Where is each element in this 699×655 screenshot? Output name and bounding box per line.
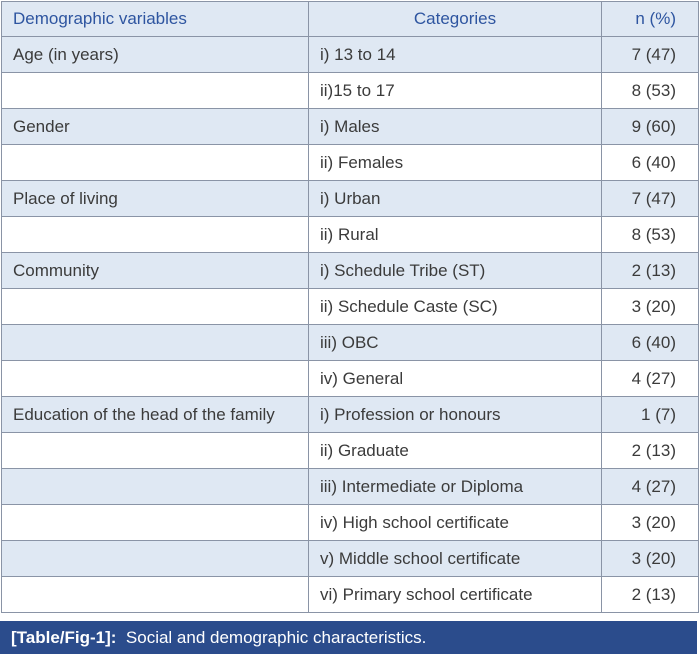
cell-variable <box>2 73 309 109</box>
table-row <box>2 289 699 325</box>
cell-variable <box>2 541 309 577</box>
cell-variable: Age (in years) <box>2 37 309 73</box>
cell-variable <box>2 433 309 469</box>
table-row <box>2 217 699 253</box>
cell-n-percent: 8 (53) <box>602 217 699 253</box>
cell-n-percent: 2 (13) <box>602 577 699 613</box>
caption-label: [Table/Fig-1]: <box>11 628 117 647</box>
table-row <box>2 253 699 289</box>
cell-n-percent: 9 (60) <box>602 109 699 145</box>
cell-variable <box>2 325 309 361</box>
cell-category: i) Profession or honours <box>309 397 602 433</box>
cell-n-percent: 2 (13) <box>602 433 699 469</box>
header-demographic-variables: Demographic variables <box>2 2 309 37</box>
cell-category: ii) Schedule Caste (SC) <box>309 289 602 325</box>
cell-variable <box>2 361 309 397</box>
table-caption <box>0 621 697 654</box>
cell-category: i) Urban <box>309 181 602 217</box>
cell-variable: Gender <box>2 109 309 145</box>
cell-category: vi) Primary school certificate <box>309 577 602 613</box>
header-categories: Categories <box>309 2 602 37</box>
cell-n-percent: 7 (47) <box>602 37 699 73</box>
cell-category: iv) General <box>309 361 602 397</box>
cell-category: i) Males <box>309 109 602 145</box>
table-row <box>2 325 699 361</box>
cell-variable <box>2 577 309 613</box>
cell-n-percent: 6 (40) <box>602 145 699 181</box>
table-row <box>2 109 699 145</box>
cell-n-percent: 8 (53) <box>602 73 699 109</box>
table-row <box>2 469 699 505</box>
table-row <box>2 37 699 73</box>
cell-n-percent: 4 (27) <box>602 469 699 505</box>
table-container <box>1 1 698 613</box>
cell-n-percent: 1 (7) <box>602 397 699 433</box>
cell-variable <box>2 505 309 541</box>
cell-category: ii) Females <box>309 145 602 181</box>
cell-category: iii) OBC <box>309 325 602 361</box>
cell-variable: Community <box>2 253 309 289</box>
cell-category: i) Schedule Tribe (ST) <box>309 253 602 289</box>
cell-variable <box>2 469 309 505</box>
caption-text: Social and demographic characteristics. <box>125 628 427 647</box>
table-row <box>2 541 699 577</box>
cell-n-percent: 6 (40) <box>602 325 699 361</box>
table-header-row <box>2 2 699 37</box>
cell-n-percent: 2 (13) <box>602 253 699 289</box>
cell-variable <box>2 145 309 181</box>
cell-category: i) 13 to 14 <box>309 37 602 73</box>
demographics-table <box>1 1 699 613</box>
cell-category: v) Middle school certificate <box>309 541 602 577</box>
table-row <box>2 505 699 541</box>
table-row <box>2 145 699 181</box>
table-row <box>2 397 699 433</box>
cell-n-percent: 3 (20) <box>602 541 699 577</box>
cell-n-percent: 4 (27) <box>602 361 699 397</box>
table-row <box>2 181 699 217</box>
cell-category: ii)15 to 17 <box>309 73 602 109</box>
cell-category: iii) Intermediate or Diploma <box>309 469 602 505</box>
cell-variable <box>2 289 309 325</box>
cell-variable: Education of the head of the family <box>2 397 309 433</box>
cell-n-percent: 3 (20) <box>602 505 699 541</box>
table-row <box>2 73 699 109</box>
table-row <box>2 577 699 613</box>
header-n-percent: n (%) <box>602 2 699 37</box>
cell-n-percent: 7 (47) <box>602 181 699 217</box>
cell-category: ii) Rural <box>309 217 602 253</box>
cell-category: iv) High school certificate <box>309 505 602 541</box>
table-row <box>2 361 699 397</box>
cell-variable <box>2 217 309 253</box>
cell-variable: Place of living <box>2 181 309 217</box>
cell-category: ii) Graduate <box>309 433 602 469</box>
cell-n-percent: 3 (20) <box>602 289 699 325</box>
table-row <box>2 433 699 469</box>
